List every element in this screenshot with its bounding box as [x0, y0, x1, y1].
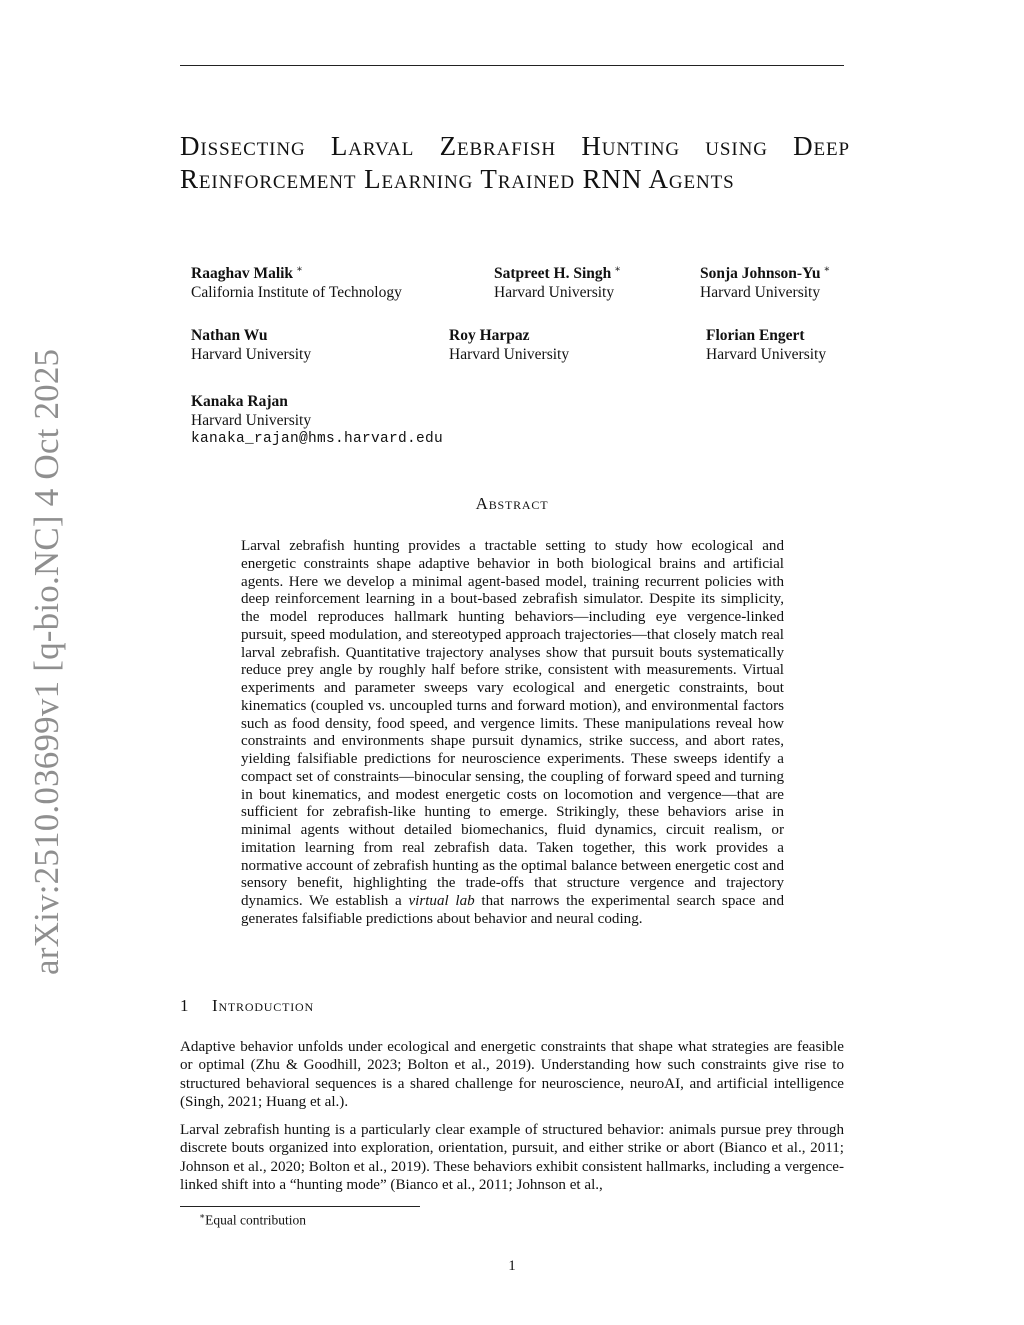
section-title: Introduction: [212, 996, 314, 1015]
section-number: 1: [180, 996, 190, 1015]
footnote-rule: [180, 1206, 420, 1207]
author-affiliation: Harvard University: [700, 283, 821, 301]
equal-contribution-mark: ∗: [614, 264, 622, 275]
author-name: Sonja Johnson-Yu ∗: [700, 264, 831, 283]
section-heading: [180, 996, 314, 1016]
author-block: [700, 261, 830, 302]
arxiv-identifier-stamp: arXiv:2510.03699v1 [q-bio.NC] 4 Oct 2025: [27, 348, 66, 975]
equal-contribution-mark: ∗: [296, 264, 303, 275]
author-name: Kanaka Rajan: [191, 393, 288, 410]
author-affiliation: Harvard University: [191, 345, 312, 363]
equal-contribution-mark: ∗: [823, 264, 831, 275]
author-block: [191, 327, 311, 364]
paper-title: Dissecting Larval Zebrafish Hunting using Deep Reinforcement Learning Trained RNN Agents: [180, 131, 850, 194]
author-block: [706, 327, 826, 364]
body-paragraph: Adaptive behavior unfolds under ecological and energetic constraints that shape what strategies are feasible or optimal (Zhu & Goodhill, 2023; Bolton et al., 2019). Understanding how such constraints give rise to structured behavioral sequences is a shared challenge for neuroscience, neuroAI, and artificial intelligence (Singh, 2021; Huang et al.).: [180, 1039, 844, 1110]
author-block: [449, 327, 569, 364]
top-rule: [180, 65, 844, 66]
author-block: [191, 261, 402, 302]
author-affiliation: Harvard University: [449, 345, 570, 363]
author-block: [191, 393, 443, 449]
author-name: Florian Engert: [706, 327, 805, 344]
footnote-mark: ∗: [199, 1211, 206, 1221]
author-affiliation: Harvard University: [191, 411, 312, 429]
author-name: Satpreet H. Singh ∗: [494, 264, 622, 283]
author-affiliation: Harvard University: [706, 345, 827, 363]
page-number: 1: [508, 1258, 516, 1274]
author-email-link[interactable]: kanaka_rajan@hms.harvard.edu: [191, 431, 444, 447]
author-block: [494, 261, 621, 302]
author-name: Raaghav Malik ∗: [191, 264, 303, 283]
body-paragraph: Larval zebrafish hunting is a particularly clear example of structured behavior: animals pursue prey through discrete bouts organized into exploration, orientation, pursuit, and either strike or abort (Bianco et al., 2011; Johnson et al., 2020; Bolton et al., 2019). These behaviors exhibit consistent hallmarks, including a vergence-linked shift into a “hunting mode” (Bianco et al., 2011; Johnson et al.,: [180, 1122, 844, 1193]
abstract-emphasis: virtual lab: [408, 893, 475, 909]
footnote: [199, 1208, 306, 1229]
author-affiliation: Harvard University: [494, 283, 615, 301]
author-affiliation: California Institute of Technology: [191, 283, 402, 301]
abstract-text: Larval zebrafish hunting provides a tractable setting to study how ecological and energetic constraints shape adaptive behavior in both biological brains and artificial agents. Here we develop a minimal agent-based model, training recurrent policies with deep reinforcement learning in a bout-based zebrafish simulator. Despite its simplicity, the model reproduces hallmark hunting behaviors—including eye vergence-linked pursuit, speed modulation, and stereotyped approach trajectories—that closely match real larval zebrafish. Quantitative trajectory analyses show that pursuit bouts systematically reduce prey angle by roughly half before strike, consistent with measurements. Virtual experiments and parameter sweeps vary ecological and energetic constraints, bout kinematics (coupled vs. uncoupled turns and forward motion), and environmental factors such as food density, food speed, and vergence limits. These manipulations reveal how constraints and environments shape pursuit dynamics, strike success, and abort rates, yielding falsifiable predictions for neuroscience experiments. These sweeps identify a compact set of constraints—binocular sensing, the coupling of forward speed and turning in bout kinematics, and modest energetic costs on locomotion and vergence—that are sufficient for zebrafish-like hunting to emerge. Strikingly, these behaviors arise in minimal agents without detailed biomechanics, fluid dynamics, circuit realism, or imitation learning from real zebrafish data. Taken together, this work provides a normative account of zebrafish hunting as the optimal balance between energetic cost and sensory benefit, highlighting the trade-offs that structure vergence and trajectory dynamics. We establish a virtual lab that narrows the experimental search space and generates falsifiable predictions about behavior and neural coding.: [241, 538, 785, 927]
author-name: Roy Harpaz: [449, 327, 530, 344]
author-name: Nathan Wu: [191, 327, 268, 344]
footnote-text: Equal contribution: [205, 1212, 306, 1228]
abstract-heading: Abstract: [475, 494, 549, 513]
